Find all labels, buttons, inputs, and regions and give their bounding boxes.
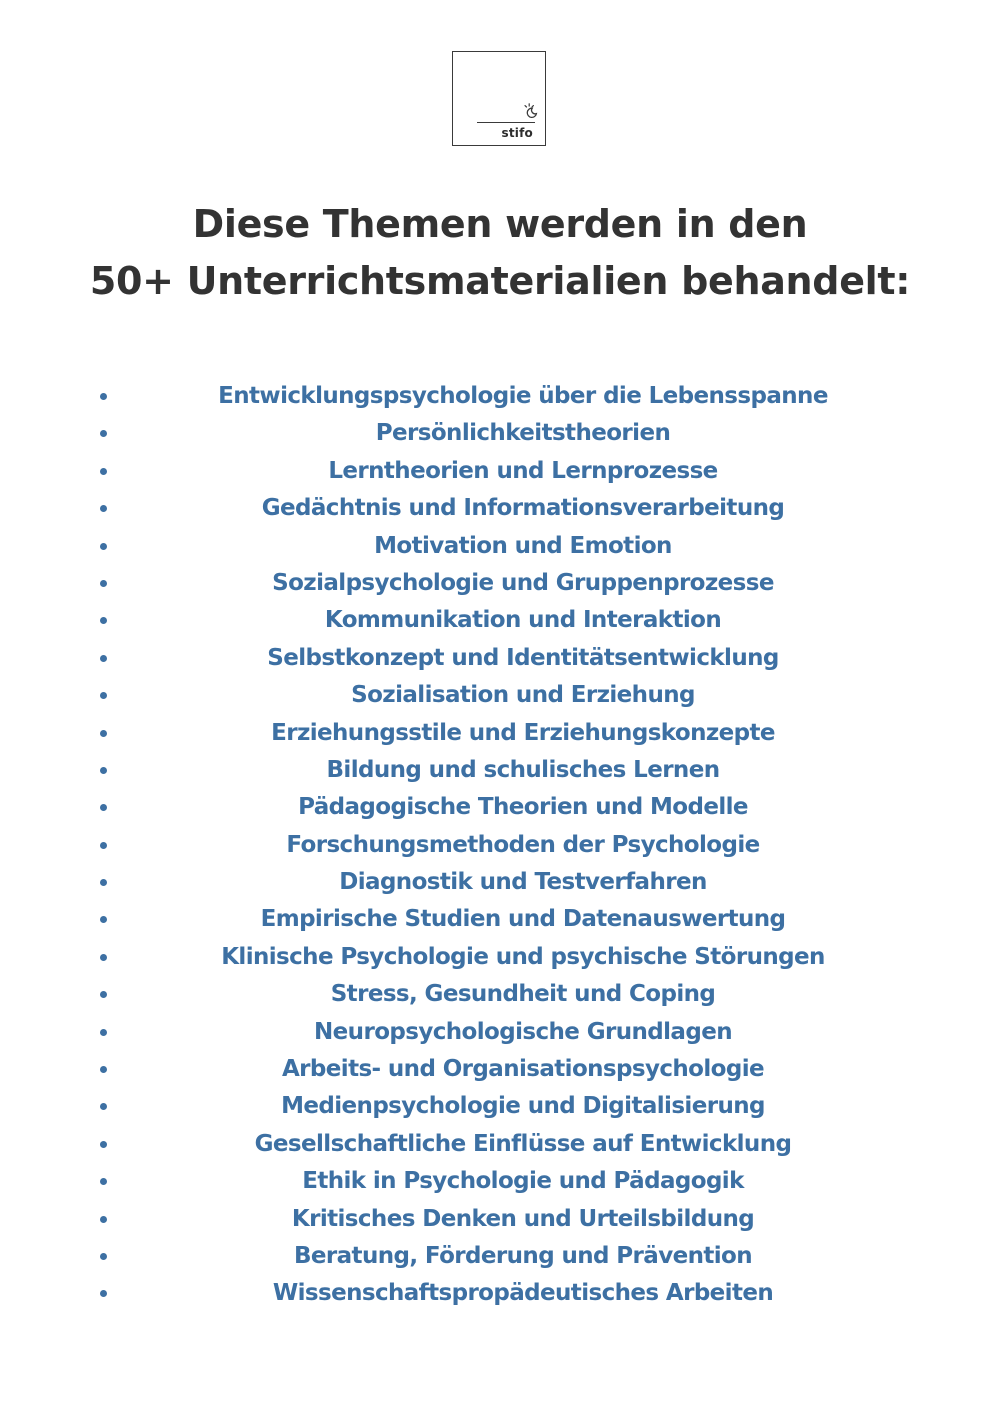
list-item	[0, 453, 1000, 490]
bullet-icon	[100, 393, 107, 400]
list-item	[0, 1014, 1000, 1051]
bullet-icon	[100, 505, 107, 512]
bullet-icon	[100, 1178, 107, 1185]
page-title	[0, 196, 1000, 310]
stifo-logo	[452, 51, 546, 146]
bullet-icon	[100, 1029, 107, 1036]
topic-label: Bildung und schulisches Lernen	[326, 756, 720, 783]
topic-label: Erziehungsstile und Erziehungskonzepte	[271, 719, 775, 746]
topic-label: Sozialpsychologie und Gruppenprozesse	[272, 569, 774, 596]
list-item	[0, 939, 1000, 976]
list-item	[0, 490, 1000, 527]
topic-label: Diagnostik und Testverfahren	[339, 869, 707, 896]
topic-label: Entwicklungspsychologie über die Lebensspanne	[218, 383, 828, 409]
list-item	[0, 677, 1000, 714]
topic-label: Forschungsmethoden der Psychologie	[286, 831, 760, 858]
topic-label: Gedächtnis und Informationsverarbeitung	[261, 495, 785, 522]
topic-label: Sozialisation und Erziehung	[351, 682, 695, 709]
bullet-icon	[100, 430, 107, 437]
list-item	[0, 789, 1000, 826]
logo-text: stifo	[501, 126, 533, 140]
topic-label: Selbstkonzept und Identitätsentwicklung	[267, 644, 779, 671]
topic-label: Persönlichkeitstheorien	[375, 420, 671, 447]
list-item	[0, 415, 1000, 452]
list-item	[0, 565, 1000, 602]
list-item	[0, 602, 1000, 639]
list-item	[0, 976, 1000, 1013]
list-item	[0, 1275, 1000, 1312]
bullet-icon	[100, 655, 107, 662]
bullet-icon	[100, 842, 107, 849]
topic-label: Pädagogische Theorien und Modelle	[298, 794, 748, 821]
topic-label: Neuropsychologische Grundlagen	[314, 1018, 732, 1045]
list-item	[0, 1238, 1000, 1275]
topic-label: Medienpsychologie und Digitalisierung	[281, 1093, 765, 1120]
list-item	[0, 1163, 1000, 1200]
bullet-icon	[100, 468, 107, 475]
bullet-icon	[100, 1290, 107, 1297]
bullet-icon	[100, 804, 107, 811]
bullet-icon	[100, 543, 107, 550]
bullet-icon	[100, 879, 107, 886]
bullet-icon	[100, 1216, 107, 1223]
topic-label: Kritisches Denken und Urteilsbildung	[291, 1205, 755, 1232]
list-item	[0, 1126, 1000, 1163]
bullet-icon	[100, 730, 107, 737]
bullet-icon	[100, 1066, 107, 1073]
topic-label: Ethik in Psychologie und Pädagogik	[302, 1168, 744, 1195]
page-title-line-1: Diese Themen werden in den	[192, 202, 808, 246]
sun-moon-icon	[523, 103, 539, 119]
list-item	[0, 752, 1000, 789]
topic-label: Gesellschaftliche Einflüsse auf Entwicklung	[254, 1130, 792, 1157]
logo-underline	[477, 122, 535, 123]
list-item	[0, 901, 1000, 938]
topic-label: Stress, Gesundheit und Coping	[330, 981, 716, 1008]
bullet-icon	[100, 954, 107, 961]
list-item	[0, 1088, 1000, 1125]
bullet-icon	[100, 991, 107, 998]
topic-label: Arbeits- und Organisationspsychologie	[281, 1056, 765, 1083]
page-title-line-2: 50+ Unterrichtsmaterialien behandelt:	[89, 259, 911, 303]
bullet-icon	[100, 1103, 107, 1110]
topic-label: Motivation und Emotion	[374, 532, 672, 559]
bullet-icon	[100, 617, 107, 624]
bullet-icon	[100, 916, 107, 923]
topic-label: Kommunikation und Interaktion	[324, 607, 722, 634]
list-item	[0, 1051, 1000, 1088]
topic-label: Lerntheorien und Lernprozesse	[328, 457, 718, 484]
bullet-icon	[100, 1141, 107, 1148]
bullet-icon	[100, 692, 107, 699]
list-item	[0, 378, 1000, 415]
list-item	[0, 864, 1000, 901]
bullet-icon	[100, 767, 107, 774]
topic-label: Beratung, Förderung und Prävention	[293, 1242, 753, 1269]
list-item	[0, 640, 1000, 677]
bullet-icon	[100, 1253, 107, 1260]
topic-list	[0, 378, 1000, 1313]
list-item	[0, 715, 1000, 752]
topic-label: Klinische Psychologie und psychische Störungen	[221, 943, 825, 970]
bullet-icon	[100, 580, 107, 587]
topic-label: Empirische Studien und Datenauswertung	[260, 906, 786, 933]
list-item	[0, 1201, 1000, 1238]
list-item	[0, 827, 1000, 864]
list-item	[0, 528, 1000, 565]
topic-label: Wissenschaftspropädeutisches Arbeiten	[272, 1280, 774, 1307]
